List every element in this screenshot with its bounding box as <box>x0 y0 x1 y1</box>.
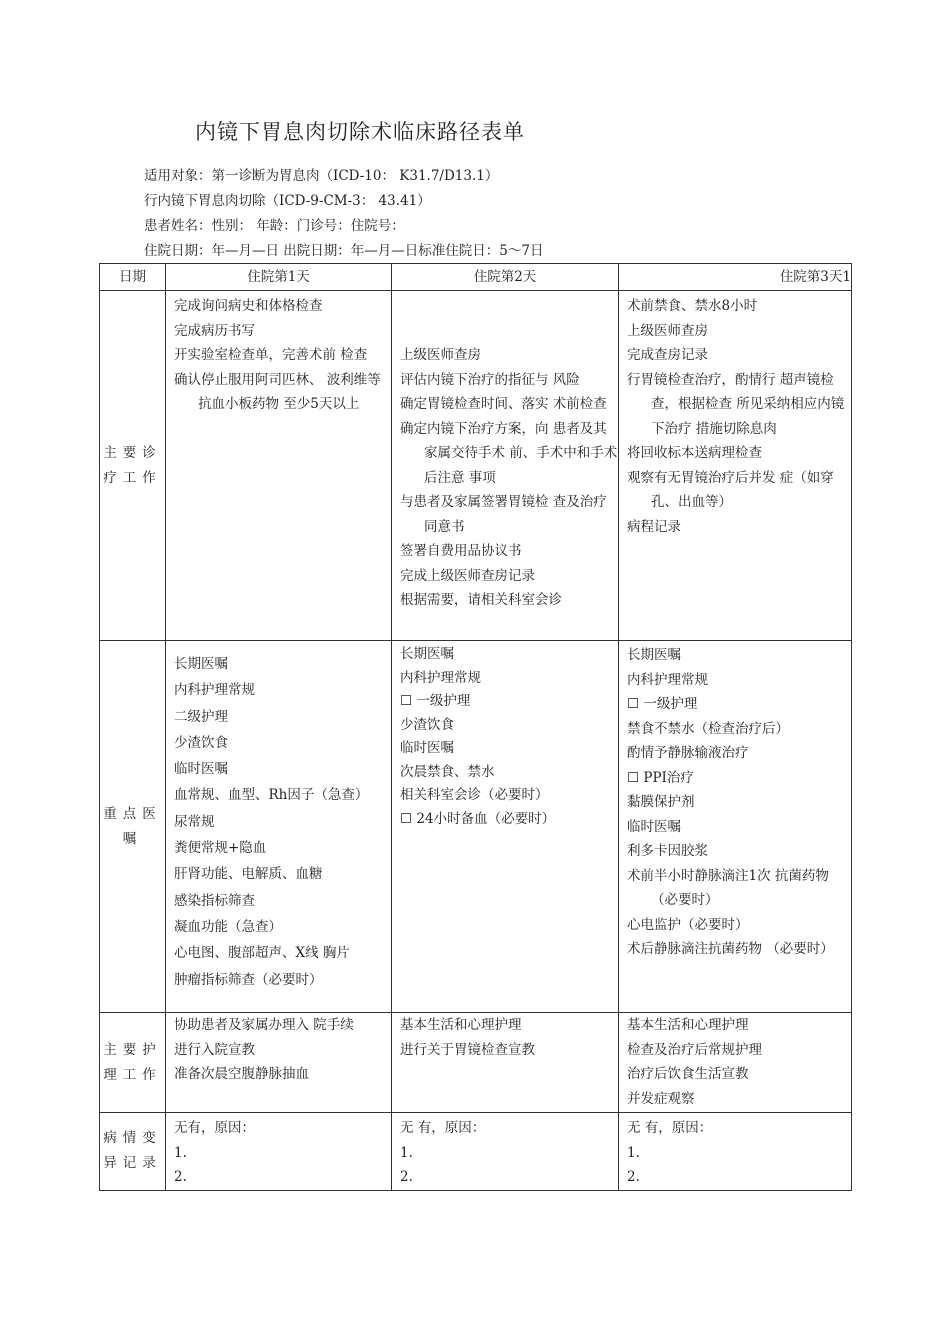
cell-line: 少渣饮食 <box>400 716 454 733</box>
cell-line: 术后静脉滴注抗菌药物 （必要时） <box>627 941 834 957</box>
cell-line: 临时医嘱 <box>400 740 454 756</box>
cell-line: 进行关于胃镜检查宣教 <box>400 1041 535 1058</box>
cell-line: 并发症观察 <box>627 1090 695 1107</box>
cell-line: 凝血功能（急查） <box>174 918 282 935</box>
cell-line: 完成询问病史和体格检查 <box>174 298 323 314</box>
cell-line: ☐ 一级护理 <box>627 696 698 712</box>
cell-line: 长期医嘱 <box>174 656 228 672</box>
cell <box>619 1013 852 1113</box>
cell-line: 完成查房记录 <box>627 347 708 363</box>
meta-procedure: 行内镜下胃息肉切除（ICD-9-CM-3： 43.41） <box>144 193 431 209</box>
cell-line: 2. <box>400 1169 413 1185</box>
cell-line: 无有，原因： <box>174 1120 255 1136</box>
clinical-pathway-table <box>99 263 852 1191</box>
header-row <box>100 264 852 291</box>
cell-line: 确认停止服用阿司匹林、 波利维等抗血小板药物 至少5天以上 <box>174 371 381 412</box>
cell-line: 血常规、血型、Rh因子（急查） <box>174 787 369 804</box>
cell-line: 将回收标本送病理检查 <box>627 445 762 461</box>
cell-line: 完成病历书写 <box>174 322 255 339</box>
cell-line: ☐ 24小时备血（必要时） <box>400 810 556 827</box>
meta-patient-info: 患者姓名：性别： 年龄：门诊号：住院号： <box>144 218 405 234</box>
cell <box>392 291 619 641</box>
cell <box>392 1113 619 1191</box>
cell-line: 相关科室会诊（必要时） <box>400 787 549 803</box>
cell <box>166 641 392 1013</box>
header-day1: 住院第1天 <box>166 264 392 291</box>
cell-line: 感染指标筛查 <box>174 892 255 909</box>
cell-line: 行胃镜检查治疗，酌情行 超声镜检查，根据检查 所见采纳相应内镜下治疗 措施切除息肉 <box>627 371 845 437</box>
cell-line: 上级医师查房 <box>627 322 708 339</box>
cell-line: 临时医嘱 <box>174 761 228 778</box>
cell-line: 病程记录 <box>627 518 681 535</box>
cell-line: 心电图、腹部超声、X线 胸片 <box>174 945 350 962</box>
cell <box>619 641 852 1013</box>
cell-line: 心电监护（必要时） <box>627 916 749 933</box>
cell-line: 利多卡因胶浆 <box>627 843 708 859</box>
cell-line: 术前禁食、禁水8小时 <box>627 298 758 314</box>
cell-line: 黏膜保护剂 <box>627 794 695 810</box>
cell-line: 准备次晨空腹静脉抽血 <box>174 1066 309 1082</box>
meta-admission-dates: 住院日期：年—月—日 出院日期：年—月—日标准住院日：5〜7日 <box>144 243 544 259</box>
cell-line: 酌情予静脉输液治疗 <box>627 745 749 761</box>
cell-line: 内科护理常规 <box>174 682 255 699</box>
meta-applicable-object: 适用对象：第一诊断为胃息肉（ICD-10： K31.7/D13.1） <box>144 168 499 184</box>
row-nursing-work <box>100 1013 852 1113</box>
cell-line: ☐ PPI治疗 <box>627 769 694 786</box>
form-title: 内镜下胃息肉切除术临床路径表单 <box>195 120 525 144</box>
cell <box>392 641 619 1013</box>
cell-line: 确定胃镜检查时间、落实 术前检查 <box>400 396 607 412</box>
cell-line: 无 有，原因： <box>400 1120 486 1136</box>
cell-line: 粪便常规+隐血 <box>174 840 267 857</box>
cell-line: 治疗后饮食生活宣教 <box>627 1066 749 1082</box>
cell-line: 禁食不禁水（检查治疗后） <box>627 720 789 737</box>
cell-line: 二级护理 <box>174 708 228 725</box>
cell-line: 长期医嘱 <box>627 647 681 663</box>
header-day3: 住院第3天1 <box>619 264 852 291</box>
cell-line: 肿瘤指标筛查（必要时） <box>174 971 323 988</box>
row-label: 重点医嘱 <box>100 641 166 1013</box>
cell-line: 基本生活和心理护理 <box>627 1017 749 1033</box>
cell-line: 评估内镜下治疗的指征与 风险 <box>400 371 580 388</box>
cell-line: 1. <box>627 1144 640 1161</box>
cell-line: ☐ 一级护理 <box>400 693 471 709</box>
cell-line: 内科护理常规 <box>400 669 481 686</box>
cell-line: 开实验室检查单，完善术前 检查 <box>174 347 368 363</box>
cell-line: 术前半小时静脉滴注1次 抗菌药物（必要时） <box>627 867 829 908</box>
cell <box>166 1013 392 1113</box>
cell-line: 1. <box>400 1144 413 1161</box>
cell-line: 2. <box>174 1169 187 1185</box>
cell <box>166 291 392 641</box>
row-variation-record <box>100 1113 852 1191</box>
cell-line: 完成上级医师查房记录 <box>400 567 535 584</box>
cell-line: 上级医师查房 <box>400 347 481 363</box>
row-label: 主要诊疗工作 <box>100 291 166 641</box>
header-day2: 住院第2天 <box>392 264 619 291</box>
cell-line: 协助患者及家属办理入 院手续 <box>174 1017 354 1033</box>
row-key-orders <box>100 641 852 1013</box>
cell-line: 内科护理常规 <box>627 671 708 688</box>
cell <box>619 1113 852 1191</box>
cell <box>392 1013 619 1113</box>
cell-line: 临时医嘱 <box>627 818 681 835</box>
cell-line: 根据需要，请相关科室会诊 <box>400 592 562 608</box>
cell-line: 确定内镜下治疗方案，向 患者及其家属交待手术 前、手术中和手术后注意 事项 <box>400 420 618 486</box>
cell <box>166 1113 392 1191</box>
cell-line: 与患者及家属签署胃镜检 查及治疗同意书 <box>400 494 607 535</box>
cell-line: 长期医嘱 <box>400 646 454 662</box>
row-diagnosis-work <box>100 291 852 641</box>
cell-line: 少渣饮食 <box>174 734 228 751</box>
cell-line: 无 有，原因： <box>627 1120 713 1136</box>
cell <box>619 291 852 641</box>
cell-line: 2. <box>627 1169 640 1185</box>
cell-line: 签署自费用品协议书 <box>400 543 522 559</box>
cell-line: 1. <box>174 1144 187 1161</box>
cell-line: 肝肾功能、电解质、血糖 <box>174 866 323 883</box>
cell-line: 观察有无胃镜治疗后并发 症（如穿孔、出血等） <box>627 469 834 510</box>
cell-line: 检查及治疗后常规护理 <box>627 1041 762 1058</box>
row-label: 病情变异记录 <box>100 1113 166 1191</box>
header-date: 日期 <box>100 264 166 291</box>
cell-line: 次晨禁食、禁水 <box>400 763 495 780</box>
cell-line: 尿常规 <box>174 813 215 830</box>
cell-line: 基本生活和心理护理 <box>400 1017 522 1033</box>
row-label: 主要护理工作 <box>100 1013 166 1113</box>
cell-line: 进行入院宣教 <box>174 1041 255 1058</box>
